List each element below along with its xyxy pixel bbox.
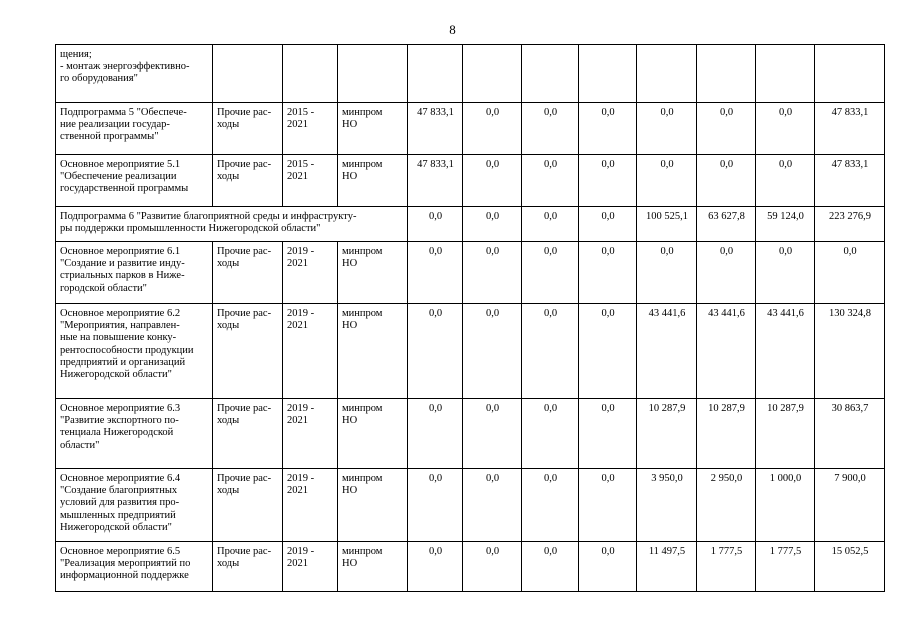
table-row [56,242,885,304]
program-name-cell-line: Нижегородской области" [60,369,172,381]
table-row [56,45,885,103]
executor-cell [338,103,408,155]
executor-cell-line: НО [342,119,358,131]
program-name-cell-line: Основное мероприятие 6.4 [60,473,181,484]
table-row [56,207,885,242]
amount-cell [408,45,463,103]
period-cell-line: 2019 - [287,246,315,257]
period-cell-line: 2021 [287,320,308,332]
amount-cell: 10 287,9 [637,399,697,469]
program-name-cell-line: мышленных предприятий [60,509,176,521]
period-cell-line: 2019 - [287,473,315,484]
amount-cell: 0,0 [579,155,637,207]
program-name-cell [56,242,213,304]
program-name-cell [56,155,213,207]
executor-cell-line: минпром [342,473,383,484]
program-name-cell-line: государственной программы [60,183,189,195]
amount-cell: 0,0 [579,469,637,542]
amount-cell: 47 833,1 [408,155,463,207]
executor-cell [338,469,408,542]
executor-cell-line: НО [342,558,358,570]
executor-cell [338,399,408,469]
amount-cell: 30 863,7 [815,399,885,469]
program-name-cell [56,45,213,103]
amount-cell: 0,0 [463,242,522,304]
amount-cell: 130 324,8 [815,304,885,399]
amount-cell: 0,0 [756,103,815,155]
amount-cell: 0,0 [637,103,697,155]
amount-cell: 0,0 [756,155,815,207]
amount-cell: 59 124,0 [756,207,815,242]
program-name-cell [56,399,213,469]
funding-source-cell [213,242,283,304]
funding-source-cell-line: Прочие рас- [217,403,272,414]
amount-cell: 0,0 [522,155,579,207]
amount-cell: 0,0 [463,103,522,155]
amount-cell: 0,0 [463,207,522,242]
funding-source-cell-line: ходы [217,415,240,427]
executor-cell-line: минпром [342,308,383,319]
funding-source-cell-line: ходы [217,258,240,270]
amount-cell: 100 525,1 [637,207,697,242]
funding-source-cell-line: Прочие рас- [217,246,272,257]
amount-cell: 0,0 [463,155,522,207]
amount-cell: 0,0 [408,207,463,242]
program-name-cell-line: Основное мероприятие 6.5 [60,546,181,557]
amount-cell: 43 441,6 [697,304,756,399]
funding-source-cell-line: Прочие рас- [217,107,272,118]
period-cell [283,542,338,592]
program-name-cell-line: рентоспособности продукции [60,344,194,356]
program-name-cell-line: ние реализации государ- [60,119,170,131]
amount-cell: 0,0 [463,399,522,469]
funding-source-cell [213,399,283,469]
amount-cell: 0,0 [637,155,697,207]
executor-cell-line: минпром [342,546,383,557]
period-cell [283,242,338,304]
program-name-cell [56,103,213,155]
amount-cell: 15 052,5 [815,542,885,592]
amount-cell: 0,0 [408,242,463,304]
program-name-cell-line: Основное мероприятие 5.1 [60,159,181,170]
executor-cell-line: минпром [342,107,383,118]
period-cell [283,399,338,469]
program-name-cell-line: "Мероприятия, направлен- [60,320,180,332]
period-cell [283,304,338,399]
executor-cell-line: минпром [342,246,383,257]
program-name-cell-line: ственной программы" [60,131,159,143]
funding-source-cell-line: ходы [217,485,240,497]
funding-source-cell [213,45,283,103]
amount-cell [756,45,815,103]
amount-cell: 1 000,0 [756,469,815,542]
subprogram-title-cell-line: ры поддержки промышленности Нижегородской области" [60,223,321,235]
program-name-cell-line: "Развитие экспортного по- [60,415,179,427]
page-number: 8 [449,22,456,37]
funding-source-cell-line: ходы [217,320,240,332]
amount-cell: 0,0 [697,242,756,304]
amount-cell: 11 497,5 [637,542,697,592]
amount-cell: 0,0 [579,542,637,592]
funding-source-cell-line: Прочие рас- [217,546,272,557]
funding-source-cell [213,304,283,399]
program-name-cell-line: Нижегородской области" [60,521,172,533]
amount-cell: 0,0 [579,207,637,242]
funding-source-cell-line: Прочие рас- [217,473,272,484]
amount-cell: 223 276,9 [815,207,885,242]
funding-source-cell-line: ходы [217,171,240,183]
amount-cell: 0,0 [697,155,756,207]
funding-source-cell [213,542,283,592]
executor-cell-line: минпром [342,159,383,170]
amount-cell [815,45,885,103]
amount-cell: 0,0 [463,469,522,542]
program-name-cell-line: предприятий и организаций [60,356,186,368]
program-name-cell-line: "Создание благоприятных [60,485,178,497]
period-cell-line: 2021 [287,171,308,183]
program-name-cell-line: тенциала Нижегородской [60,427,174,439]
table-row [56,469,885,542]
amount-cell: 0,0 [408,542,463,592]
amount-cell: 3 950,0 [637,469,697,542]
amount-cell: 0,0 [637,242,697,304]
amount-cell: 47 833,1 [815,103,885,155]
period-cell-line: 2021 [287,558,308,570]
amount-cell: 0,0 [463,542,522,592]
amount-cell: 0,0 [579,399,637,469]
amount-cell: 0,0 [522,207,579,242]
funding-source-cell-line: ходы [217,558,240,570]
period-cell-line: 2019 - [287,308,315,319]
program-name-cell-line: ные на повышение конку- [60,332,177,344]
period-cell-line: 2021 [287,415,308,427]
amount-cell: 0,0 [408,304,463,399]
amount-cell: 1 777,5 [756,542,815,592]
funding-source-cell [213,155,283,207]
executor-cell [338,155,408,207]
program-name-cell-line: щения; [60,49,92,60]
amount-cell [637,45,697,103]
executor-cell-line: НО [342,171,358,183]
amount-cell [463,45,522,103]
program-name-cell-line: городской области" [60,282,147,294]
period-cell [283,469,338,542]
amount-cell: 0,0 [756,242,815,304]
program-name-cell-line: Подпрограмма 5 "Обеспече- [60,107,187,118]
funding-source-cell-line: Прочие рас- [217,159,272,170]
amount-cell: 7 900,0 [815,469,885,542]
amount-cell: 10 287,9 [697,399,756,469]
funding-source-cell [213,103,283,155]
program-name-cell-line: Основное мероприятие 6.2 [60,308,181,319]
executor-cell-line: НО [342,320,358,332]
period-cell-line: 2019 - [287,403,315,414]
amount-cell: 0,0 [522,304,579,399]
program-name-cell-line: Основное мероприятие 6.1 [60,246,181,257]
program-name-cell-line: "Обеспечение реализации [60,171,177,183]
period-cell-line: 2021 [287,485,308,497]
amount-cell: 0,0 [522,242,579,304]
period-cell [283,45,338,103]
table-row [56,155,885,207]
amount-cell: 43 441,6 [756,304,815,399]
amount-cell: 0,0 [522,399,579,469]
amount-cell: 0,0 [522,469,579,542]
amount-cell [697,45,756,103]
budget-table [55,44,885,592]
table-row [56,103,885,155]
amount-cell: 43 441,6 [637,304,697,399]
table-row [56,304,885,399]
amount-cell: 1 777,5 [697,542,756,592]
period-cell [283,103,338,155]
program-name-cell-line: Основное мероприятие 6.3 [60,403,181,414]
program-name-cell [56,542,213,592]
executor-cell [338,542,408,592]
program-name-cell-line: го оборудования" [60,73,138,85]
table-row [56,542,885,592]
amount-cell: 0,0 [408,399,463,469]
amount-cell: 0,0 [697,103,756,155]
period-cell-line: 2015 - [287,107,315,118]
executor-cell-line: минпром [342,403,383,414]
subprogram-title-cell-line: Подпрограмма 6 "Развитие благоприятной среды и инфраструкту- [60,211,357,222]
executor-cell [338,304,408,399]
program-name-cell [56,469,213,542]
amount-cell: 0,0 [579,304,637,399]
executor-cell [338,242,408,304]
period-cell-line: 2019 - [287,546,315,557]
period-cell-line: 2015 - [287,159,315,170]
amount-cell [522,45,579,103]
amount-cell: 0,0 [579,242,637,304]
funding-source-cell [213,469,283,542]
amount-cell: 0,0 [522,542,579,592]
program-name-cell-line: области" [60,439,100,451]
executor-cell [338,45,408,103]
period-cell-line: 2021 [287,258,308,270]
amount-cell: 0,0 [522,103,579,155]
program-name-cell-line: условий для развития про- [60,497,180,509]
amount-cell: 63 627,8 [697,207,756,242]
amount-cell: 47 833,1 [408,103,463,155]
executor-cell-line: НО [342,485,358,497]
executor-cell-line: НО [342,258,358,270]
amount-cell: 0,0 [463,304,522,399]
program-name-cell-line: - монтаж энергоэффективно- [60,61,190,73]
amount-cell: 10 287,9 [756,399,815,469]
amount-cell: 0,0 [408,469,463,542]
funding-source-cell-line: ходы [217,119,240,131]
program-name-cell-line: "Создание и развитие инду- [60,258,185,270]
period-cell [283,155,338,207]
funding-source-cell-line: Прочие рас- [217,308,272,319]
amount-cell: 0,0 [579,103,637,155]
amount-cell [579,45,637,103]
program-name-cell [56,304,213,399]
program-name-cell-line: "Реализация мероприятий по [60,558,191,570]
table-row [56,399,885,469]
program-name-cell-line: стриальных парков в Ниже- [60,270,185,282]
subprogram-title-cell [56,207,408,242]
amount-cell: 47 833,1 [815,155,885,207]
period-cell-line: 2021 [287,119,308,131]
executor-cell-line: НО [342,415,358,427]
amount-cell: 0,0 [815,242,885,304]
program-name-cell-line: информационной поддержке [60,570,189,582]
amount-cell: 2 950,0 [697,469,756,542]
